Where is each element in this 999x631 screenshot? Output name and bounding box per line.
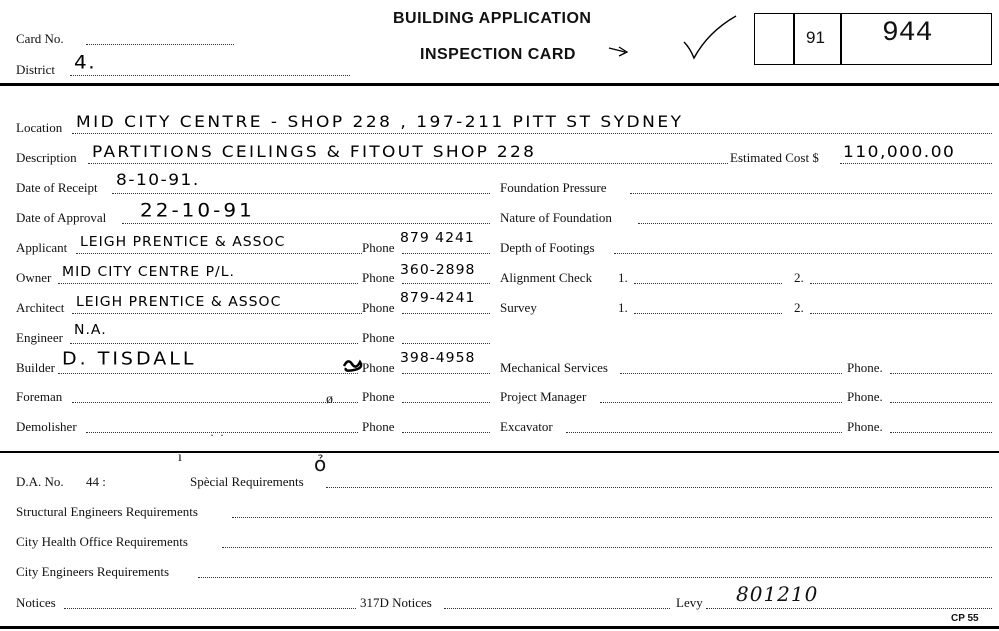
survey-two-label: 2. — [794, 300, 804, 315]
location-field[interactable] — [72, 133, 992, 134]
year-number: 91 — [806, 28, 825, 47]
architect-value: LEIGH PRENTICE & ASSOC — [76, 294, 282, 310]
middle-rule — [0, 451, 999, 453]
header-rule — [0, 83, 999, 86]
special-requirements-label: Spècial Requirements — [190, 474, 304, 489]
foreman-label: Foreman — [16, 389, 63, 404]
levy-value: 801210 — [736, 582, 819, 606]
structural-field[interactable] — [232, 517, 992, 518]
ink-mark-2: ỏ — [314, 452, 327, 476]
architect-phone-value: 879-4241 — [400, 290, 476, 306]
survey-one-field[interactable] — [634, 313, 782, 314]
mechanical-phone-label: Phone. — [847, 360, 883, 375]
alignment-one-label: 1. — [618, 270, 628, 285]
ink-specks: · · — [210, 428, 224, 442]
applicant-phone-field[interactable] — [402, 253, 490, 254]
builder-phone-field[interactable] — [402, 373, 490, 374]
levy-field[interactable] — [706, 608, 992, 609]
foundation-pressure-field[interactable] — [630, 193, 992, 194]
foreman-phone-label: Phone — [362, 389, 395, 404]
engineer-phone-field[interactable] — [402, 343, 490, 344]
engineer-field[interactable] — [70, 343, 358, 344]
da-label: D.A. No. — [16, 474, 64, 489]
demolisher-phone-field[interactable] — [402, 432, 490, 433]
owner-phone-label: Phone — [362, 270, 395, 285]
foreman-phone-field[interactable] — [402, 402, 490, 403]
project-manager-field[interactable] — [600, 402, 842, 403]
date-approval-field[interactable] — [122, 223, 490, 224]
district-field[interactable] — [70, 75, 350, 76]
depth-footings-label: Depth of Footings — [500, 240, 595, 255]
engineer-phone-label: Phone — [362, 330, 395, 345]
excavator-label: Excavator — [500, 419, 553, 434]
excavator-phone-field[interactable] — [890, 432, 992, 433]
mechanical-label: Mechanical Services — [500, 360, 608, 375]
card-number: 944 — [882, 18, 933, 49]
da-value: 44 : — [86, 474, 106, 489]
owner-phone-field[interactable] — [402, 283, 490, 284]
alignment-check-label: Alignment Check — [500, 270, 593, 285]
project-manager-phone-label: Phone. — [847, 389, 883, 404]
builder-field[interactable] — [58, 373, 358, 374]
number-box-divider — [793, 13, 795, 65]
builder-label: Builder — [16, 360, 55, 375]
description-field[interactable] — [88, 163, 728, 164]
applicant-phone-label: Phone — [362, 240, 395, 255]
architect-label: Architect — [16, 300, 65, 315]
bottom-rule — [0, 626, 999, 629]
survey-label: Survey — [500, 300, 537, 315]
alignment-two-field[interactable] — [810, 283, 992, 284]
mechanical-phone-field[interactable] — [890, 373, 992, 374]
estimated-cost-value: 110,000.00 — [843, 142, 956, 162]
demolisher-phone-label: Phone — [362, 419, 395, 434]
project-manager-label: Project Manager — [500, 389, 587, 404]
date-approval-label: Date of Approval — [16, 210, 107, 225]
engineer-label: Engineer — [16, 330, 63, 345]
notices-317d-field[interactable] — [444, 608, 670, 609]
applicant-label: Applicant — [16, 240, 68, 255]
card-number-box — [754, 13, 992, 65]
applicant-field[interactable] — [76, 253, 362, 254]
date-receipt-label: Date of Receipt — [16, 180, 98, 195]
survey-two-field[interactable] — [810, 313, 992, 314]
nature-foundation-field[interactable] — [638, 223, 992, 224]
ink-dot: ı — [178, 450, 182, 465]
card-no-field[interactable] — [86, 44, 234, 45]
excavator-field[interactable] — [566, 432, 842, 433]
foundation-pressure-label: Foundation Pressure — [500, 180, 607, 195]
nature-foundation-label: Nature of Foundation — [500, 210, 612, 225]
alignment-one-field[interactable] — [634, 283, 782, 284]
architect-field[interactable] — [72, 313, 362, 314]
date-receipt-value: 8-10-91. — [116, 170, 200, 190]
special-requirements-field[interactable] — [326, 487, 992, 488]
notices-label: Notices — [16, 595, 56, 610]
notices-field[interactable] — [64, 608, 356, 609]
arrow-mark-icon — [605, 40, 635, 60]
architect-phone-label: Phone — [362, 300, 395, 315]
district-value: 4. — [74, 50, 97, 74]
ink-mark: ø — [326, 392, 333, 407]
title-line2: INSPECTION CARD — [420, 46, 576, 63]
survey-one-label: 1. — [618, 300, 628, 315]
applicant-phone-value: 879 4241 — [400, 230, 475, 246]
location-label: Location — [16, 120, 63, 135]
structural-label: Structural Engineers Requirements — [16, 504, 198, 519]
checkmark-icon — [680, 12, 740, 62]
owner-field[interactable] — [58, 283, 358, 284]
builder-value: D. TISDALL — [62, 348, 197, 370]
card-no-label: Card No. — [16, 31, 64, 46]
estimated-cost-field[interactable] — [840, 163, 992, 164]
builder-phone-label: Phone — [362, 360, 395, 375]
number-box-divider-2 — [840, 13, 842, 65]
form-code: CP 55 — [951, 613, 979, 624]
applicant-value: LEIGH PRENTICE & ASSOC — [80, 234, 286, 250]
mechanical-field[interactable] — [620, 373, 842, 374]
excavator-phone-label: Phone. — [847, 419, 883, 434]
engineer-value: N.A. — [74, 322, 107, 338]
estimated-cost-label: Estimated Cost $ — [730, 150, 819, 165]
levy-label: Levy — [676, 595, 703, 610]
builder-phone-value: 398-4958 — [400, 350, 476, 366]
description-value: PARTITIONS CEILINGS & FITOUT SHOP 228 — [92, 142, 537, 162]
date-receipt-field[interactable] — [112, 193, 490, 194]
description-label: Description — [16, 150, 77, 165]
city-engineers-label: City Engineers Requirements — [16, 564, 170, 579]
district-label: District — [16, 62, 55, 77]
date-approval-value: 22-10-91 — [140, 198, 255, 222]
project-manager-phone-field[interactable] — [890, 402, 992, 403]
architect-phone-field[interactable] — [402, 313, 490, 314]
health-field[interactable] — [222, 547, 992, 548]
owner-label: Owner — [16, 270, 52, 285]
location-value: MID CITY CENTRE - SHOP 228 , 197-211 PITT ST SYDNEY — [76, 112, 684, 132]
depth-footings-field[interactable] — [614, 253, 992, 254]
demolisher-label: Demolisher — [16, 419, 77, 434]
title-line1: BUILDING APPLICATION — [393, 10, 592, 27]
owner-phone-value: 360-2898 — [400, 262, 476, 278]
alignment-two-label: 2. — [794, 270, 804, 285]
health-label: City Health Office Requirements — [16, 534, 188, 549]
foreman-field[interactable] — [72, 402, 358, 403]
notices-317d-label: 317D Notices — [360, 595, 432, 610]
owner-value: MID CITY CENTRE P/L. — [62, 264, 235, 280]
city-engineers-field[interactable] — [198, 577, 992, 578]
